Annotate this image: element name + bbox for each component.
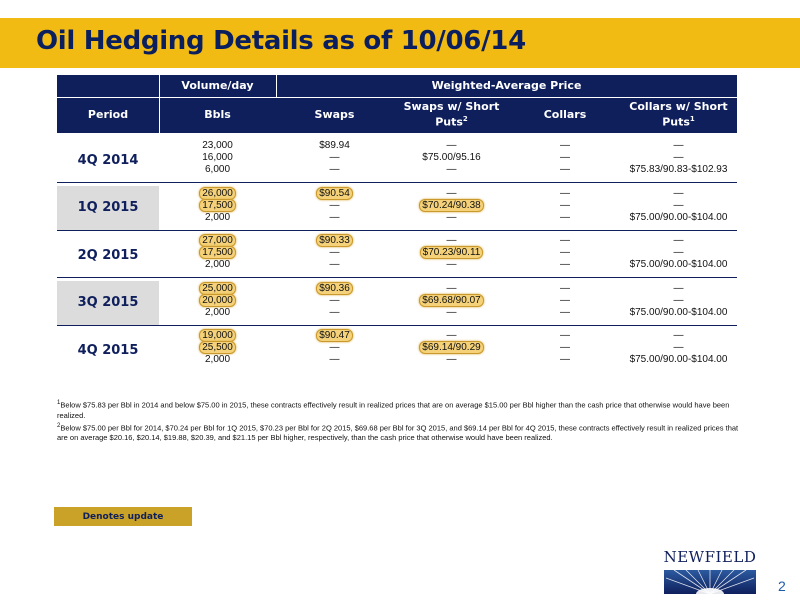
collars-puts-cell xyxy=(620,283,737,295)
value: $75.00/90.00-$104.00 xyxy=(629,211,728,223)
footnote-1 xyxy=(57,398,747,421)
value: — xyxy=(446,235,457,246)
value: — xyxy=(560,140,570,151)
updated-value: $70.24/90.38 xyxy=(419,199,483,212)
bbls-cell xyxy=(159,307,276,319)
updated-value: $90.33 xyxy=(316,234,353,247)
bbls-cell xyxy=(159,259,276,271)
value: — xyxy=(673,187,684,199)
collars-puts-cell xyxy=(620,188,737,200)
footnote-2-mark: 2 xyxy=(57,422,61,429)
bbls-cell xyxy=(159,342,276,354)
footnote-2 xyxy=(57,421,747,444)
value: 16,000 xyxy=(202,152,233,163)
value: — xyxy=(560,330,570,341)
footnote-2-text: Below $75.00 per Bbl for 2014, $70.24 per Bbl for 1Q 2015, $70.23 per Bbl for 2Q 2015, $69.68 per Bbl for 3Q 2015, and $69.14 per Bbl for 4Q 2015, these contracts effectively result in realized prices that are on average $20.16, $20.14, $19.88, $20.39, and $21.15 per Bbl higher, respectively, than the cash price that otherwise would have been realized. xyxy=(57,423,739,442)
footnote-mark-2: 2 xyxy=(462,115,468,124)
value: — xyxy=(673,199,684,211)
page-title: Oil Hedging Details as of 10/06/14 xyxy=(36,26,526,56)
value: — xyxy=(673,294,684,306)
collars-puts-cell xyxy=(620,307,737,319)
collars-puts-cell xyxy=(620,259,737,271)
row-separator xyxy=(57,182,737,183)
value: — xyxy=(446,140,457,151)
footnote-1-mark: 1 xyxy=(57,400,61,406)
value: — xyxy=(560,247,570,258)
swaps-puts-cell xyxy=(393,342,510,354)
title-bar xyxy=(0,18,800,68)
period-label: 4Q 2015 xyxy=(77,342,139,358)
collars-cell xyxy=(510,330,620,342)
period-label: 4Q 2014 xyxy=(77,152,139,168)
bbls-cell xyxy=(159,200,276,212)
collars-puts-cell xyxy=(620,200,737,212)
value: — xyxy=(560,354,570,365)
value: — xyxy=(446,306,457,318)
value: — xyxy=(329,342,340,353)
swaps-cell xyxy=(276,188,393,200)
row-separator xyxy=(57,230,737,231)
value: — xyxy=(673,152,684,163)
collars-cell xyxy=(510,140,620,152)
collars-cell xyxy=(510,354,620,366)
value: — xyxy=(329,199,340,211)
header-price-group: Weighted-Average Price xyxy=(276,75,737,97)
value: $75.83/90.83-$102.93 xyxy=(629,164,728,175)
updated-value: 20,000 xyxy=(199,294,236,307)
swaps-puts-cell xyxy=(393,188,510,200)
swaps-puts-cell xyxy=(393,259,510,271)
value: — xyxy=(673,342,684,353)
value: — xyxy=(673,330,684,341)
value: — xyxy=(560,306,570,318)
swaps-cell xyxy=(276,200,393,212)
updated-value: 19,000 xyxy=(199,329,236,342)
swaps-cell xyxy=(276,330,393,342)
value: 2,000 xyxy=(204,211,231,223)
swaps-puts-cell xyxy=(393,354,510,366)
collars-puts-cell xyxy=(620,164,737,176)
value: — xyxy=(329,354,340,365)
update-legend: Denotes update xyxy=(54,507,192,526)
collars-cell xyxy=(510,295,620,307)
collars-puts-cell xyxy=(620,212,737,224)
value: — xyxy=(329,259,340,270)
collars-puts-cell xyxy=(620,152,737,164)
collars-cell xyxy=(510,342,620,354)
collars-puts-cell xyxy=(620,140,737,152)
header-divider xyxy=(159,75,160,133)
collars-cell xyxy=(510,164,620,176)
value: — xyxy=(446,330,457,341)
swaps-puts-cell xyxy=(393,164,510,176)
swaps-cell xyxy=(276,235,393,247)
value: — xyxy=(329,152,340,163)
bbls-cell xyxy=(159,140,276,152)
value: — xyxy=(560,235,570,246)
header-divider xyxy=(57,97,737,98)
value: — xyxy=(673,235,684,246)
value: — xyxy=(560,294,570,306)
swaps-puts-cell xyxy=(393,140,510,152)
collars-cell xyxy=(510,307,620,319)
bbls-cell xyxy=(159,212,276,224)
value: — xyxy=(446,354,457,365)
header-collars-short-puts-label: Collars w/ Short Puts xyxy=(629,100,728,129)
value: — xyxy=(329,306,340,318)
value: — xyxy=(329,294,340,306)
swaps-cell xyxy=(276,140,393,152)
swaps-puts-cell xyxy=(393,295,510,307)
updated-value: $70.23/90.11 xyxy=(420,246,484,259)
value: — xyxy=(446,164,457,175)
value: — xyxy=(560,211,570,223)
header-bbls: Bbls xyxy=(159,97,276,133)
bbls-cell xyxy=(159,295,276,307)
page-number: 2 xyxy=(778,578,786,594)
value: 2,000 xyxy=(204,354,231,365)
collars-puts-cell xyxy=(620,330,737,342)
swaps-cell xyxy=(276,247,393,259)
swaps-puts-cell xyxy=(393,212,510,224)
value: — xyxy=(673,247,684,258)
updated-value: 25,500 xyxy=(199,341,236,354)
updated-value: $90.36 xyxy=(316,282,353,295)
value: — xyxy=(560,164,570,175)
row-separator xyxy=(57,277,737,278)
header-swaps-short-puts-label: Swaps w/ Short Puts xyxy=(403,100,500,129)
swaps-cell xyxy=(276,212,393,224)
updated-value: 26,000 xyxy=(199,187,236,200)
value: — xyxy=(560,259,570,270)
header-divider xyxy=(276,75,277,97)
header-volume-group: Volume/day xyxy=(159,75,276,97)
updated-value: 27,000 xyxy=(199,234,236,247)
updated-value: 25,000 xyxy=(199,282,236,295)
header-collars: Collars xyxy=(510,97,620,133)
bbls-cell xyxy=(159,188,276,200)
bbls-cell xyxy=(159,247,276,259)
period-label: 3Q 2015 xyxy=(57,281,159,325)
value: $75.00/90.00-$104.00 xyxy=(629,259,728,270)
swaps-cell xyxy=(276,342,393,354)
value: — xyxy=(673,282,684,294)
swaps-cell xyxy=(276,164,393,176)
collars-cell xyxy=(510,259,620,271)
header-period: Period xyxy=(57,97,159,133)
header-swaps-short-puts xyxy=(393,97,510,133)
swaps-cell xyxy=(276,307,393,319)
swaps-puts-cell xyxy=(393,307,510,319)
footnote-1-text: Below $75.83 per Bbl in 2014 and below $75.00 in 2015, these contracts effectively result in realized prices that are on average $15.00 per Bbl higher than the cash price that otherwise would have been realized. xyxy=(57,400,730,420)
bbls-cell xyxy=(159,164,276,176)
collars-puts-cell xyxy=(620,354,737,366)
updated-value: $90.54 xyxy=(316,187,353,200)
collars-cell xyxy=(510,188,620,200)
bbls-cell xyxy=(159,283,276,295)
value: — xyxy=(446,187,457,199)
header-collars-short-puts xyxy=(620,97,737,133)
bbls-cell xyxy=(159,354,276,366)
collars-puts-cell xyxy=(620,295,737,307)
value: — xyxy=(329,247,340,258)
swaps-puts-cell xyxy=(393,152,510,164)
collars-puts-cell xyxy=(620,235,737,247)
collars-cell xyxy=(510,283,620,295)
logo-wordmark: NEWFIELD xyxy=(663,548,757,566)
footnote-mark-1: 1 xyxy=(689,115,695,124)
updated-value: 17,500 xyxy=(199,246,236,259)
swaps-puts-cell xyxy=(393,283,510,295)
header-blank xyxy=(57,75,159,97)
collars-cell xyxy=(510,152,620,164)
sunburst-icon xyxy=(658,548,762,596)
swaps-cell xyxy=(276,354,393,366)
updated-value: $69.68/90.07 xyxy=(419,294,483,307)
swaps-cell xyxy=(276,259,393,271)
value: $89.94 xyxy=(319,140,350,151)
value: $75.00/90.00-$104.00 xyxy=(629,354,728,365)
collars-cell xyxy=(510,247,620,259)
collars-cell xyxy=(510,212,620,224)
value: 2,000 xyxy=(204,259,231,270)
swaps-cell xyxy=(276,152,393,164)
collars-cell xyxy=(510,235,620,247)
value: — xyxy=(446,282,457,294)
header-swaps: Swaps xyxy=(276,97,393,133)
value: — xyxy=(560,152,570,163)
period-label: 2Q 2015 xyxy=(77,247,139,263)
row-separator xyxy=(57,325,737,326)
value: $75.00/95.16 xyxy=(422,152,481,163)
period-label: 1Q 2015 xyxy=(57,186,159,230)
collars-cell xyxy=(510,200,620,212)
value: — xyxy=(329,211,340,223)
collars-puts-cell xyxy=(620,247,737,259)
value: — xyxy=(446,259,457,270)
bbls-cell xyxy=(159,152,276,164)
value: — xyxy=(560,187,570,199)
newfield-logo xyxy=(658,548,762,596)
swaps-cell xyxy=(276,283,393,295)
updated-value: $90.47 xyxy=(316,329,353,342)
footnotes xyxy=(57,398,747,443)
value: $75.00/90.00-$104.00 xyxy=(629,306,728,318)
value: 23,000 xyxy=(202,140,233,151)
updated-value: 17,500 xyxy=(199,199,236,212)
collars-puts-cell xyxy=(620,342,737,354)
value: — xyxy=(560,342,570,353)
value: — xyxy=(560,199,570,211)
value: — xyxy=(329,164,340,175)
value: — xyxy=(673,140,684,151)
swaps-cell xyxy=(276,295,393,307)
value: 6,000 xyxy=(204,164,231,175)
value: 2,000 xyxy=(204,306,231,318)
swaps-puts-cell xyxy=(393,200,510,212)
updated-value: $69.14/90.29 xyxy=(419,341,483,354)
swaps-puts-cell xyxy=(393,247,510,259)
value: — xyxy=(446,211,457,223)
value: — xyxy=(560,282,570,294)
